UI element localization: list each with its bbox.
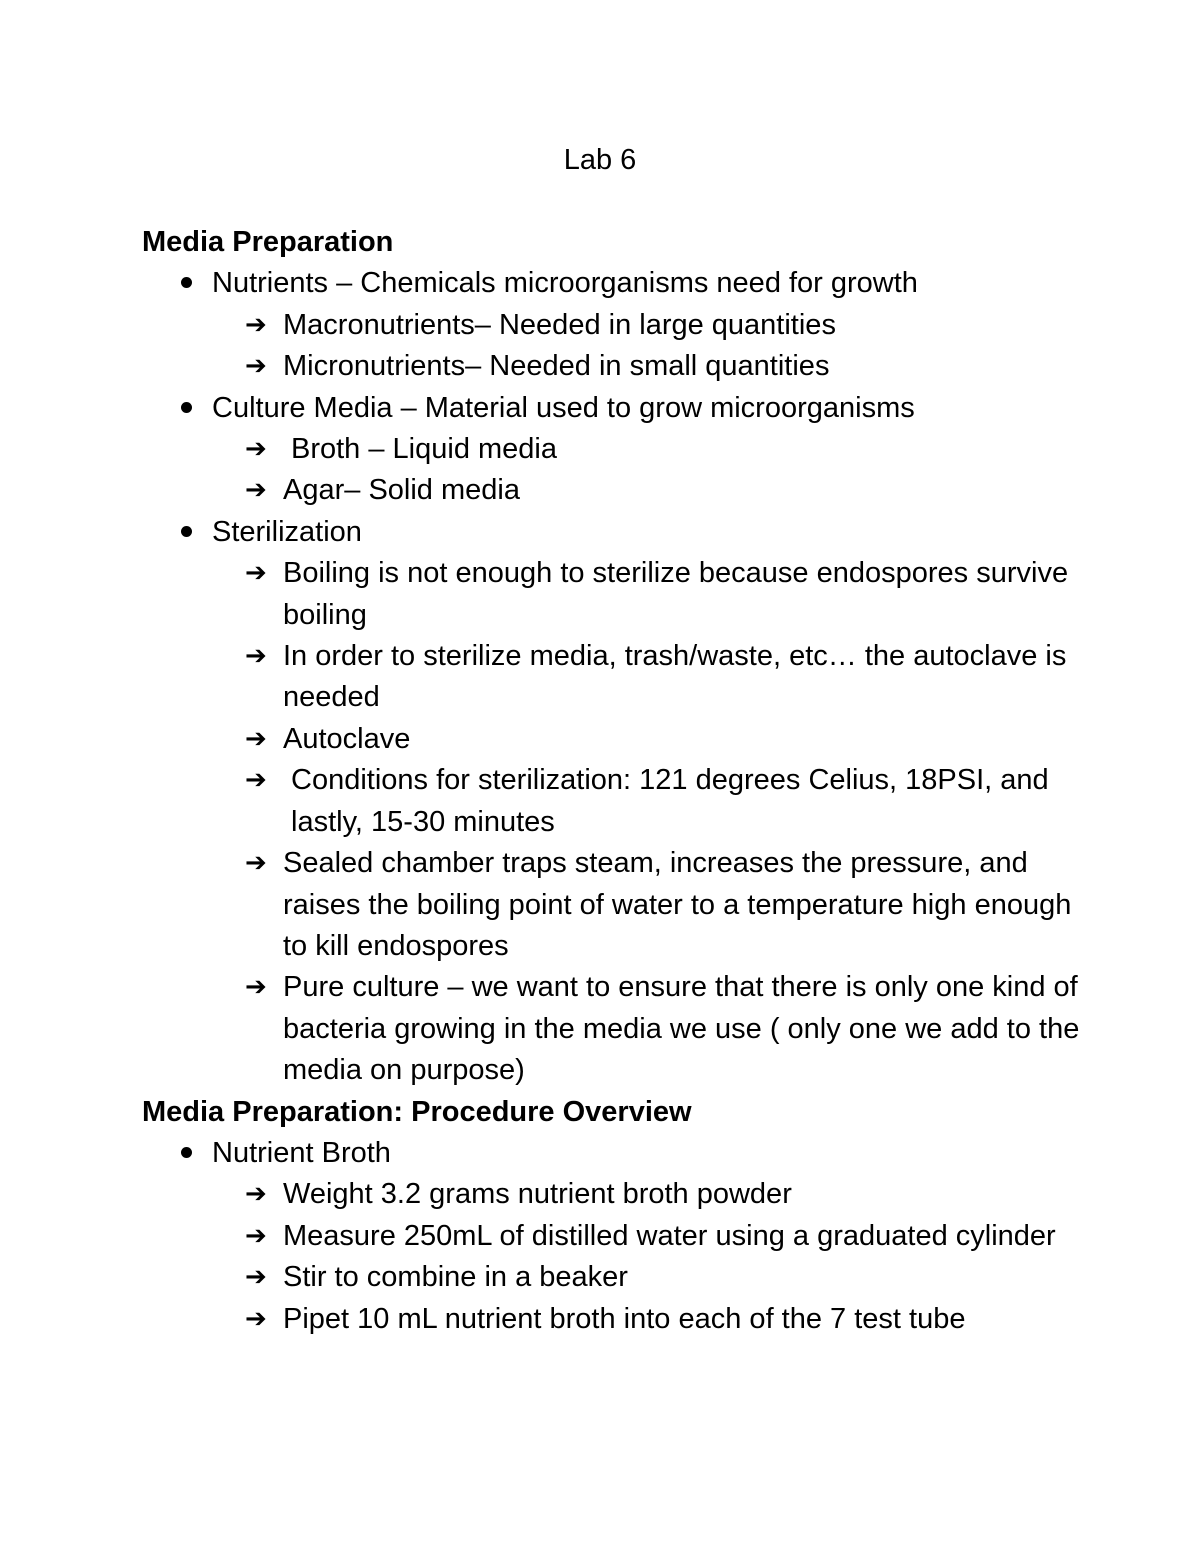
sub-item-text: Autoclave bbox=[283, 722, 411, 755]
sub-item-text: Agar– Solid media bbox=[283, 474, 520, 507]
bullet-dot-icon bbox=[181, 1147, 192, 1158]
arrow-icon: ➔ bbox=[245, 1303, 267, 1334]
sub-item bbox=[142, 843, 1083, 967]
sub-item bbox=[142, 470, 1083, 511]
bullet-dot-icon bbox=[181, 526, 192, 537]
sub-item-text: In order to sterilize media, trash/waste, etc… the autoclave is needed bbox=[283, 640, 1067, 714]
bullet-text: Sterilization bbox=[212, 515, 362, 548]
sub-item-text: Weight 3.2 grams nutrient broth powder bbox=[283, 1178, 792, 1211]
bullet-item bbox=[142, 512, 1102, 553]
sub-item bbox=[142, 760, 1091, 843]
bullet-dot-icon bbox=[181, 402, 192, 413]
bullet-text: Culture Media – Material used to grow microorganisms bbox=[212, 391, 915, 424]
arrow-icon: ➔ bbox=[245, 475, 267, 506]
sub-item-text: Macronutrients– Needed in large quantities bbox=[283, 308, 836, 341]
sub-item-text: Measure 250mL of distilled water using a graduated cylinder bbox=[283, 1219, 1056, 1252]
sub-item bbox=[142, 1257, 1083, 1298]
sub-item bbox=[142, 429, 1091, 470]
sub-item-text: Pipet 10 mL nutrient broth into each of the 7 test tube bbox=[283, 1302, 966, 1335]
arrow-icon: ➔ bbox=[245, 765, 267, 796]
sub-item bbox=[142, 305, 1083, 346]
arrow-icon: ➔ bbox=[245, 848, 267, 879]
arrow-icon: ➔ bbox=[245, 309, 267, 340]
bullet-item bbox=[142, 388, 1102, 429]
document-body bbox=[142, 222, 1102, 1340]
sub-item bbox=[142, 346, 1083, 387]
section-heading: Media Preparation bbox=[142, 226, 394, 258]
arrow-icon: ➔ bbox=[245, 558, 267, 589]
sub-item-text: Broth – Liquid media bbox=[291, 433, 557, 466]
sub-item bbox=[142, 553, 1083, 636]
arrow-icon: ➔ bbox=[245, 641, 267, 672]
sub-item bbox=[142, 1299, 1083, 1340]
bullet-dot-icon bbox=[181, 277, 192, 288]
sub-item bbox=[142, 1216, 1083, 1257]
sub-item-text: Conditions for sterilization: 121 degrees Celius, 18PSI, and lastly, 15-30 minutes bbox=[291, 764, 1049, 838]
sub-item-text: Stir to combine in a beaker bbox=[283, 1261, 628, 1294]
arrow-icon: ➔ bbox=[245, 1220, 267, 1251]
section-heading: Media Preparation: Procedure Overview bbox=[142, 1095, 692, 1128]
sub-item-text: Boiling is not enough to sterilize because endospores survive boiling bbox=[283, 557, 1069, 631]
arrow-icon: ➔ bbox=[245, 351, 267, 382]
bullet-text: Nutrients – Chemicals microorganisms need for growth bbox=[212, 267, 918, 300]
sub-item bbox=[142, 636, 1083, 719]
arrow-icon: ➔ bbox=[245, 1179, 267, 1210]
sub-item-text: Micronutrients– Needed in small quantities bbox=[283, 350, 830, 383]
page-title: Lab 6 bbox=[563, 144, 637, 176]
arrow-icon: ➔ bbox=[245, 723, 267, 754]
sub-item bbox=[142, 1174, 1083, 1215]
sub-item bbox=[142, 719, 1083, 760]
arrow-icon: ➔ bbox=[245, 972, 267, 1003]
bullet-text: Nutrient Broth bbox=[212, 1136, 391, 1169]
bullet-item bbox=[142, 263, 1102, 304]
bullet-item bbox=[142, 1133, 1102, 1174]
sub-item-text: Sealed chamber traps steam, increases the pressure, and raises the boiling point of water to a temperature high enough to kill endospores bbox=[283, 847, 1072, 962]
arrow-icon: ➔ bbox=[245, 434, 267, 465]
sub-item-text: Pure culture – we want to ensure that there is only one kind of bacteria growing in the media we use ( only one we add to the media on purpose) bbox=[283, 971, 1080, 1087]
sub-item bbox=[142, 967, 1083, 1091]
arrow-icon: ➔ bbox=[245, 1262, 267, 1293]
